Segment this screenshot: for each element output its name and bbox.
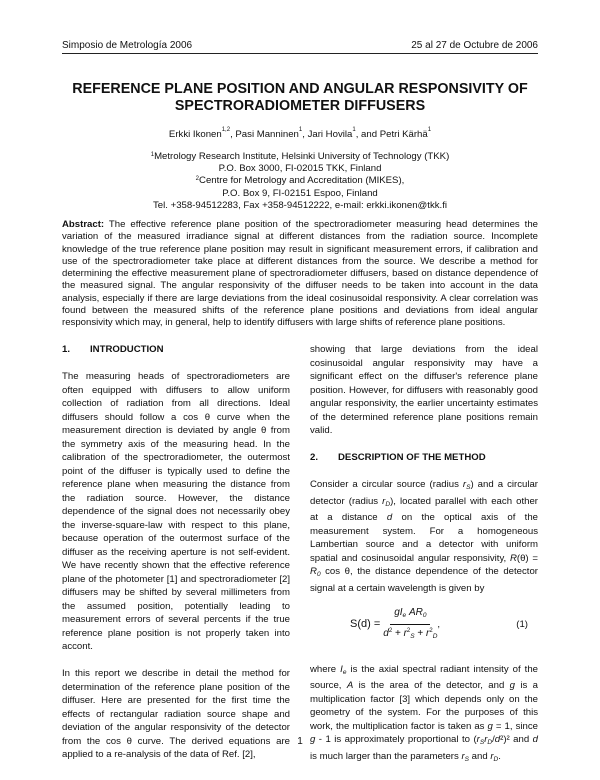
math-symbol: g xyxy=(487,720,493,732)
method-body xyxy=(310,478,538,595)
text-run: ²)² and xyxy=(500,734,533,745)
paragraph xyxy=(310,478,538,595)
text-run: The measuring heads of spectroradiometers are often equipped with diffusers to allow uniform collection of radiation from all directions. Ideal diffusers should follow a cos θ curve when the measurement direction is deviated by angle θ from the symmetry axis of the measuring head. In the calibration of the spectroradiometer, the outermost point of the diffuser is typically used to define the reference plane when measuring the distance from the radiation source. However, the distance dependence of the signal does not necessarily obey the inverse-square-law with respect to this plane, because operation of the outermost surface of the diffuser as the receiving aperture is not self-evident. We have recently shown that the effective reference plane of the photometer [1] and spectroradiometer [2] diffusers may be shifted by several millimeters from the assumed position, potentially leading to measurement errors of several percents if the true reference plane position is not properly taken into accont. xyxy=(62,371,290,652)
subscript: e xyxy=(342,668,347,676)
text-run: = 1, since xyxy=(492,720,538,732)
affiliation-mark: 2 xyxy=(195,176,200,183)
math-symbol: r xyxy=(484,734,488,745)
affiliation-text: Centre for Metrology and Accreditation (MIKES), xyxy=(199,175,405,187)
affiliation-text: P.O. Box 3000, FI-02015 TKK, Finland xyxy=(218,163,382,175)
subscript: D xyxy=(487,739,493,746)
subscript: D xyxy=(493,755,499,763)
math-symbol: r xyxy=(490,750,494,762)
math-symbol: g xyxy=(310,734,316,745)
text-run: . xyxy=(498,750,501,762)
text-run: (θ) = xyxy=(516,552,538,564)
subscript: S xyxy=(464,755,469,763)
text-run: ) and a circular detector (radius xyxy=(310,479,538,507)
math-symbol: r xyxy=(476,734,480,745)
math-symbol: r xyxy=(461,750,465,762)
text-run: is much larger than the parameters xyxy=(310,750,462,762)
paragraph xyxy=(310,343,538,438)
author-list xyxy=(50,129,550,140)
abstract-label: Abstract: xyxy=(62,219,105,230)
affiliation-text: P.O. Box 9, FI-02151 Espoo, Finland xyxy=(222,187,378,199)
introduction-body xyxy=(62,370,290,762)
text-run: Consider a circular source (radius xyxy=(310,479,463,490)
author-separator: , xyxy=(230,129,236,140)
text-run: In this report we describe in detail the method for determination of the reference plane position of the diffuser. Here are presented for the first time the effects of rectangular radiation source shape and deviation of the angular responsivity of the detector from the cos θ curve. The derived equations are applied to a re-analysis of the data of Ref. [2], xyxy=(62,668,290,760)
author-affiliation-mark: 1 xyxy=(427,127,432,133)
math-symbol: R xyxy=(310,566,317,577)
section-heading-introduction xyxy=(62,343,290,357)
equation-1: S(d) = $\frac{gI_e AR_0}{d^2 + r^2_S + r^2_D}$ , (1) xyxy=(310,603,538,647)
subscript: 0 xyxy=(316,571,321,578)
subscript: D xyxy=(385,500,391,508)
affiliation-mark: 1 xyxy=(150,152,155,158)
equation-denominator: $d^2 + r^2_S + r^2_D$ xyxy=(383,628,438,640)
paper-title: REFERENCE PLANE POSITION AND ANGULAR RESPONSIVITY OF SPECTRORADIOMETER DIFFUSERS xyxy=(72,81,528,114)
paragraph xyxy=(310,663,538,767)
abstract xyxy=(62,219,538,330)
math-symbol: d xyxy=(532,734,538,745)
introduction-continued xyxy=(310,343,538,438)
math-symbol: A xyxy=(346,680,354,691)
text-run: showing that large deviations from the ideal cosinusoidal angular responsivity may have a significant effect on the diffuser's reference plane position. However, for diffusers with reasonably good angular responsivity, the earlier uncertainty estimates of the determined reference plane positions remain valid. xyxy=(310,344,538,436)
math-symbol: R xyxy=(509,552,517,564)
equation-lhs: S(d) = xyxy=(350,617,381,630)
author-separator: , xyxy=(302,129,308,140)
affiliation-text: Metrology Research Institute, Helsinki University of Technology (TKK) xyxy=(154,151,450,162)
author-affiliation-mark: 1,2 xyxy=(221,127,231,133)
math-symbol: g xyxy=(509,680,516,691)
affiliations xyxy=(50,151,550,212)
affiliation-line xyxy=(50,163,550,175)
math-symbol: I xyxy=(340,663,343,675)
affiliation-line xyxy=(50,151,550,163)
affiliation-line xyxy=(50,188,550,200)
equation-fraction xyxy=(383,606,437,644)
author-affiliation-mark: 1 xyxy=(352,127,356,133)
text-run: / xyxy=(492,734,495,745)
math-symbol: r xyxy=(462,479,467,490)
text-run: is the axial spectral radiant intensity of the source, xyxy=(310,663,539,691)
equation-number: (1) xyxy=(516,618,528,630)
paragraph xyxy=(62,667,290,762)
affiliation-text: Tel. +358-94512283, Fax +358-94512222, e-mail: erkki.ikonen@tkk.fi xyxy=(153,199,447,211)
text-run: is the area of the detector, and xyxy=(353,680,510,691)
math-symbol: d xyxy=(386,512,393,523)
author-affiliation-mark: 1 xyxy=(298,127,303,133)
math-symbol: r xyxy=(382,495,386,507)
equation-numerator: $gI_e$ $AR_0$ xyxy=(390,606,430,626)
affiliation-line xyxy=(50,200,550,212)
section-heading-method xyxy=(310,451,538,465)
method-body-continued xyxy=(310,663,538,767)
author-name: Erkki Ikonen xyxy=(168,129,222,140)
left-column xyxy=(62,343,290,775)
section-number: 2. xyxy=(310,452,319,463)
abstract-text: The effective reference plane position of the spectroradiometer measuring head determines the variation of the measured irradiance signal at different distances from the radiation source. Incomplete knowledge of the true reference plane position may result in significant measurement errors, if calibration and use of the spectroradiometer take place at different distances from the source. We describe a method for determining the effective measurement plane of spectroradiometer diffusers, based on distance dependence of the measured signal. The angular responsivity of the diffuser needs to be taken into account in the data analysis, especially if there are large deviations from the ideal cosinusoidal responsivity. A clear correlation was found between the measured shifts of the reference plane positions and deviations from ideal angular responsivity which may, in general, help to identify diffusers with large shifts of reference plane positions. xyxy=(62,219,538,329)
author-name: Jari Hovila xyxy=(307,129,353,140)
author-name: Pasi Manninen xyxy=(235,129,299,140)
author-separator: , and xyxy=(355,129,380,140)
paragraph xyxy=(62,370,290,654)
page-number: 1 xyxy=(297,736,303,747)
text-run: is a multiplication factor [3] which depends only on the geometry of the system. For the purposes of this work, the multiplication factor is taken as xyxy=(310,680,538,732)
header-conference: Simposio de Metrología 2006 xyxy=(62,40,193,51)
author-name: Petri Kärhä xyxy=(379,129,428,140)
affiliation-line xyxy=(50,175,550,187)
text-run: ), located parallel with each other at a distance xyxy=(310,495,538,523)
running-header xyxy=(62,40,538,54)
subscript: S xyxy=(466,484,471,491)
subscript: S xyxy=(479,739,485,746)
text-run: cos θ, the distance dependence of the detector signal at a certain wavelength is given by xyxy=(310,566,538,594)
text-run: and xyxy=(469,750,491,762)
math-symbol: d xyxy=(494,734,501,745)
section-title: INTRODUCTION xyxy=(90,344,164,355)
section-title: DESCRIPTION OF THE METHOD xyxy=(338,452,486,463)
text-run: where xyxy=(310,663,341,675)
header-date: 25 al 27 de Octubre de 2006 xyxy=(411,40,538,51)
text-run: - 1 is approximately proportional to ( xyxy=(315,734,477,745)
section-number: 1. xyxy=(62,344,71,355)
text-run: on the optical axis of the measurement system. For a homogeneous Lambertian source and a detector with uniform spatial and cosinusoidal angular responsivity, xyxy=(310,512,538,564)
right-column xyxy=(310,343,538,780)
